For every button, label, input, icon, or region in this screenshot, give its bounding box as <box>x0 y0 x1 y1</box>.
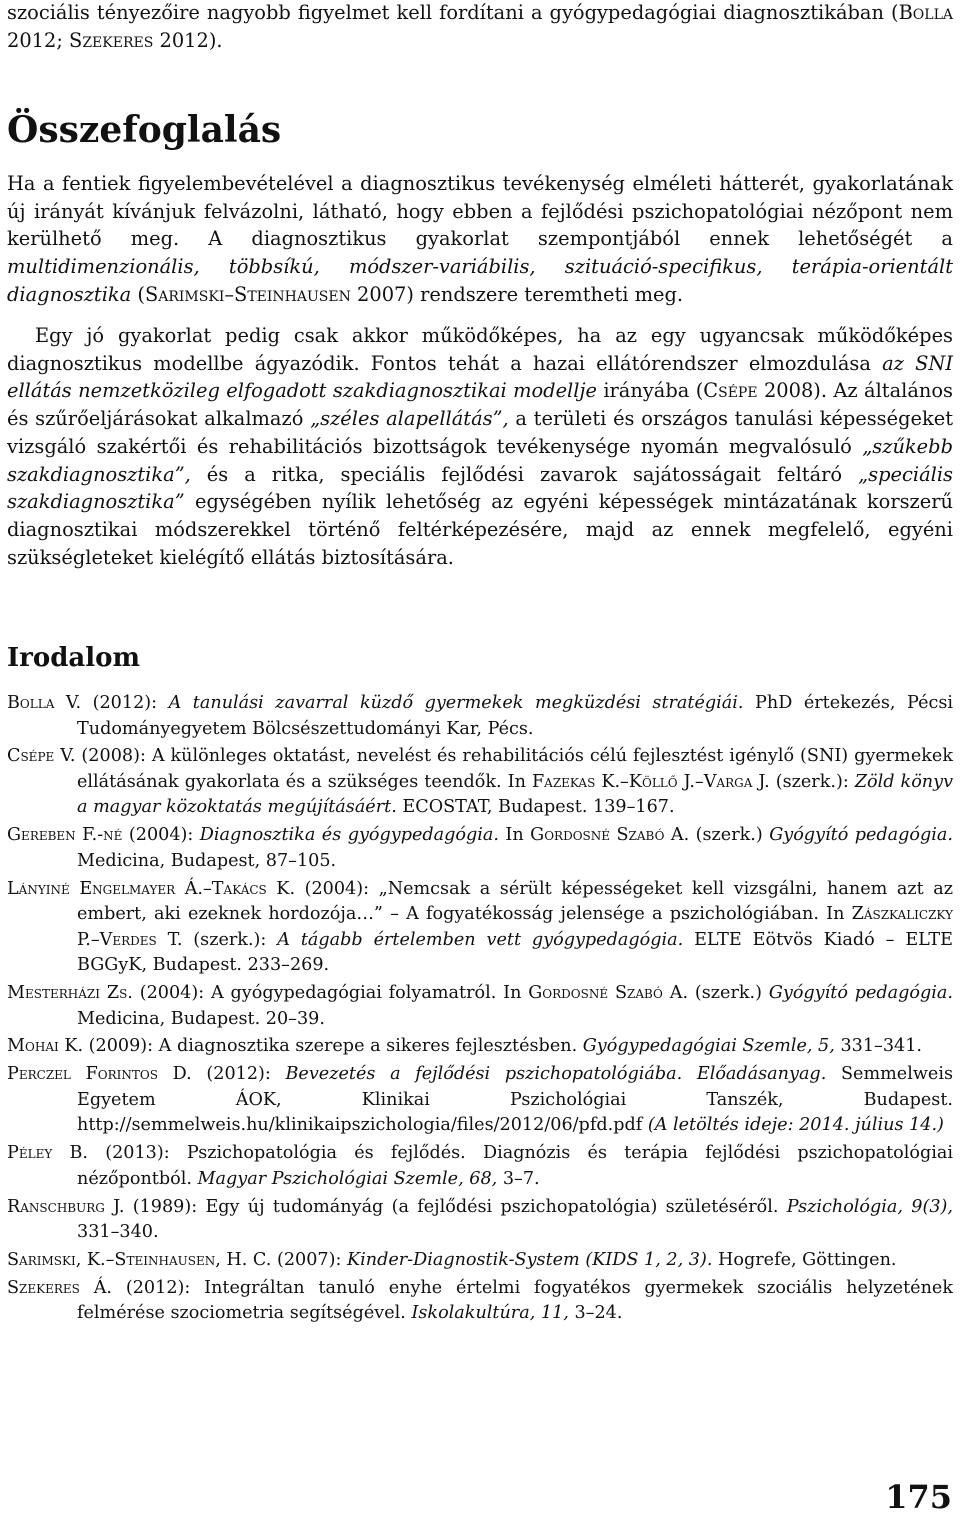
literature-heading: Irodalom <box>7 643 140 673</box>
ref-author: Ranschburg J. <box>7 1196 125 1217</box>
author-name: Sarimski–Steinhausen <box>144 282 351 306</box>
ref-text: Hogrefe, Göttingen. <box>712 1250 897 1271</box>
ref-title: Iskolakultúra, 11, <box>411 1303 569 1324</box>
ref-text: (2004): <box>122 825 200 846</box>
page-number: 175 <box>885 1478 952 1516</box>
ref-text: (2012): <box>81 693 169 713</box>
ref-text: H. C. (2007): <box>220 1250 347 1271</box>
ref-author: Lányiné Engelmayer Á.–Takács K. <box>7 878 296 899</box>
emphasis: „speciális szakdiagnosztika” <box>7 462 953 514</box>
emphasis: multidimenzionális, többsíkú, módszer-variábilis, szituáció-specifikus, terápia-orientált diagnosztika <box>7 255 953 306</box>
ref-text: In <box>498 825 531 846</box>
author-name: Szekeres <box>69 28 154 52</box>
ref-title: Diagnosztika és gyógypedagógia. <box>199 825 499 846</box>
reference-item <box>7 744 953 821</box>
text: Egy jó gyakorlat pedig csak akkor működőképes, ha az egy ugyancsak működőképes diagnosztikus modellbe ágyazódik. Fontos tehát a hazai ellátórendszer elmozdulása <box>7 324 953 375</box>
top-paragraph <box>7 0 953 54</box>
ref-title: Kinder-Diagnostik-System (KIDS 1, 2, 3). <box>346 1250 713 1271</box>
text: és a ritka, speciális fejlődési zavarok sajátosságait feltáró <box>190 462 859 486</box>
summary-paragraph-2 <box>7 322 953 571</box>
ref-title: Gyógypedagógiai Szemle, 5, <box>582 1036 835 1057</box>
ref-title: Gyógyító pedagógia. <box>768 983 953 1004</box>
ref-author: Gereben F.-né <box>7 825 123 846</box>
ref-title: Gyógyító pedagógia. <box>769 825 953 846</box>
ref-author: Csépe V. <box>7 746 76 767</box>
reference-item <box>7 1195 953 1246</box>
ref-text: (2013): Pszichopatológia és fejlődés. Diagnózis és terápia fejlődési pszichopatológiai nézőpontból. <box>77 1143 953 1189</box>
text: szociális tényezőire nagyobb figyelmet kell fordítani a gyógypedagógiai diagnosztikában ( <box>7 1 899 24</box>
reference-item <box>7 823 953 874</box>
ref-author: Péley B. <box>7 1143 88 1164</box>
ref-text: A. (szerk.) <box>664 825 770 846</box>
reference-item <box>7 1141 953 1192</box>
text: 2008). Az általános és szűrőeljárásokat alkalmazó <box>7 379 954 431</box>
ref-title: A tágabb értelemben vett gyógypedagógia. <box>277 929 684 950</box>
ref-author: Mesterházi Zs. <box>7 983 133 1004</box>
author-name: Csépe <box>703 379 758 403</box>
reference-item <box>7 691 953 742</box>
text: 2012). <box>153 28 223 52</box>
ref-text: ELTE Eötvös Kiadó – ELTE BGGyK, Budapest. 233–269. <box>77 929 953 976</box>
ref-title: A tanulási zavarral küzdő gyermekek megküzdési stratégiái. <box>168 693 744 713</box>
ref-access-date: (A letöltés ideje: 2014. július 14.) <box>647 1115 944 1136</box>
ref-text: (2009): A diagnosztika szerepe a sikeres fejlesztésben. <box>83 1036 583 1057</box>
reference-item <box>7 1248 953 1274</box>
ref-text: (2012): <box>191 1064 286 1085</box>
ref-editor: Zászkaliczky P.–Verdes <box>77 904 953 950</box>
ref-text: (2004): „Nemcsak a sérült képességeket kell vizsgálni, hanem azt az embert, aki ezeknek hordozója…” – A fogyatékosság jelensége a pszichológiában. In <box>77 878 953 925</box>
reference-item <box>7 1276 953 1327</box>
ref-title: Zöld könyv a magyar közoktatás megújításáért. <box>77 771 954 818</box>
text: egységében nyílik lehetőség az egyéni képességek mintázatának korszerű diagnosztikai módszerekkel történő feltérképezésére, majd az ennek megfelelő, egyéni szükségleteket kielégítő ellátás biztosítására. <box>7 490 953 569</box>
text: 2012; <box>7 28 70 52</box>
ref-text: T. (szerk.): <box>156 929 278 950</box>
reference-item <box>7 981 953 1032</box>
text: irányába ( <box>596 379 704 403</box>
emphasis: „szűkebb szakdiagnosztika”, <box>7 434 953 486</box>
ref-title: Magyar Pszichológiai Szemle, 68, <box>197 1168 498 1189</box>
ref-text: 331–341. <box>834 1036 923 1057</box>
ref-author: Bolla V. <box>7 693 82 713</box>
emphasis: az SNI ellátás nemzetközileg elfogadott szakdiagnosztikai modellje <box>7 351 953 403</box>
ref-text: Semmelweis Egyetem ÁOK, Klinikai Pszichológiai Tanszék, Budapest. http://semmelweis.hu/klinikaipszichologia/files/2012/06/pfd.pdf <box>77 1064 953 1136</box>
summary-paragraph-1 <box>7 170 953 309</box>
ref-text: (2004): A gyógypedagógiai folyamatról. In <box>132 983 529 1004</box>
ref-title: Bevezetés a fejlődési pszichopatológiába. Előadásanyag. <box>285 1064 827 1085</box>
text: Ha a fentiek figyelembevételével a diagnosztikus tevékenység elméleti hátterét, gyakorlatának új irányát kívánjuk felvázolni, látható, hogy ebben a fejlődési pszichopatológiai nézőpont nem kerülhető meg. A diagnosztikus gyakorlat szempontjából ennek lehetőségét a <box>7 172 953 251</box>
ref-text: (1989): Egy új tudományág (a fejlődési pszichopatológia) születéséről. <box>124 1196 787 1217</box>
reference-item <box>7 1034 953 1060</box>
text: ( <box>131 282 145 306</box>
ref-text: 3–7. <box>497 1168 540 1189</box>
ref-text: A. (szerk.) <box>662 983 769 1004</box>
ref-text: (2012): Integráltan tanuló enyhe értelmi fogyatékos gyermekek szociális helyzetének felmérése szociometria segítségével. <box>77 1277 953 1324</box>
ref-editor: Gordosné Szabó <box>530 825 665 846</box>
ref-text: 3–24. <box>568 1303 623 1324</box>
ref-author: Perczel Forintos D. <box>7 1064 192 1085</box>
emphasis: „széles alapellátás”, <box>310 407 509 431</box>
ref-text: 331–340. <box>77 1222 159 1243</box>
ref-author: Mohai K. <box>7 1036 84 1057</box>
text: a területi és országos tanulási képességeket vizsgáló szakértői és rehabilitációs bizottságok tevékenysége nyomán megvalósuló <box>7 407 954 458</box>
ref-text: Medicina, Budapest. 20–39. <box>77 1008 325 1029</box>
ref-editor: Fazekas K.–Köllő J.–Varga J. <box>531 771 770 792</box>
ref-editor: Gordosné Szabó <box>528 983 663 1004</box>
ref-text: ECOSTAT, Budapest. 139–167. <box>396 797 675 818</box>
text: 2007) rendszere teremtheti meg. <box>350 282 684 306</box>
summary-heading: Összefoglalás <box>7 109 282 151</box>
ref-text: (szerk.): <box>769 771 855 792</box>
ref-text: Medicina, Budapest, 87–105. <box>77 850 337 871</box>
reference-list <box>7 691 953 1329</box>
ref-author: Sarimski, K.–Steinhausen, <box>7 1250 221 1271</box>
reference-item <box>7 1062 953 1139</box>
author-name: Bolla <box>898 1 953 24</box>
ref-text: PhD értekezés, Pécsi Tudományegyetem Bölcsészettudományi Kar, Pécs. <box>77 693 953 739</box>
ref-title: Pszichológia, 9(3), <box>786 1196 953 1217</box>
reference-item <box>7 877 953 979</box>
ref-text: (2008): A különleges oktatást, nevelést és rehabilitációs célú fejlesztést igénylő (SNI) gyermekek ellátásának gyakorlata és a szükséges teendők. In <box>75 746 953 792</box>
ref-author: Szekeres Á. <box>7 1277 113 1298</box>
